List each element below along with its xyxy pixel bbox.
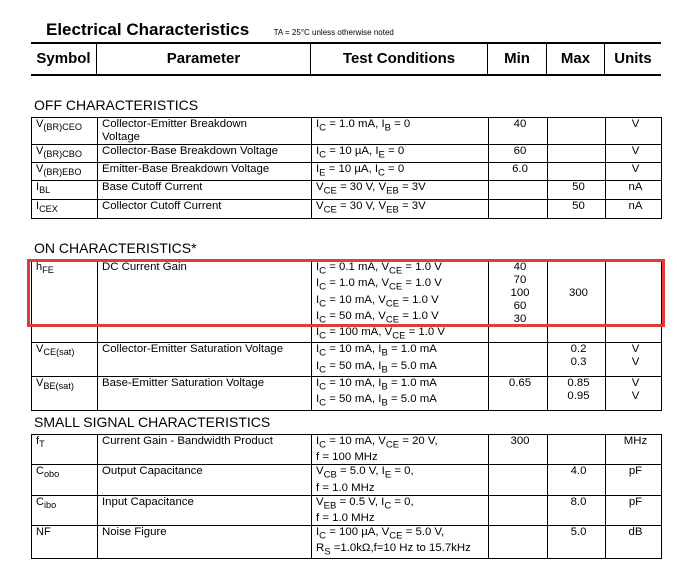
off-characteristics-table	[31, 117, 662, 219]
min-cell: 60	[489, 145, 548, 163]
symbol-cell: $V_{BE(sat)}$	[32, 376, 98, 410]
section-title-small-signal: SMALL SIGNAL CHARACTERISTICS	[34, 414, 271, 430]
units-cell: V	[606, 163, 662, 181]
conditions-cell: $I_C = 10$ µA, $I_E = 0$	[312, 145, 489, 163]
parameter-cell: Noise Figure	[98, 525, 312, 559]
symbol-cell: $V_{(BR)CBO}$	[32, 145, 98, 163]
table-row	[32, 163, 662, 181]
parameter-cell: Output Capacitance	[98, 465, 312, 495]
temperature-note: TA = 25°C unless otherwise noted	[273, 28, 394, 37]
max-cell	[548, 435, 606, 465]
min-cell	[489, 343, 548, 377]
symbol-cell: $V_{CE(sat)}$	[32, 343, 98, 377]
symbol-cell: NF	[32, 525, 98, 559]
min-cell	[489, 495, 548, 525]
min-cell: 300	[489, 435, 548, 465]
max-cell: 4.0	[548, 465, 606, 495]
table-row	[32, 525, 662, 559]
max-cell	[548, 118, 606, 145]
symbol-cell: $V_{(BR)CEO}$	[32, 118, 98, 145]
table-row	[32, 181, 662, 200]
section-title-on: ON CHARACTERISTICS*	[34, 240, 197, 256]
table-row	[32, 118, 662, 145]
min-cell: 40 70 100 60 30	[489, 261, 548, 343]
parameter-cell: Input Capacitance	[98, 495, 312, 525]
header-max: Max	[560, 50, 591, 67]
table-row	[32, 465, 662, 495]
conditions-cell: $I_C = 0.1$ mA, $V_{CE} = 1.0$ V $I_C = 1.0$ mA, $V_{CE} = 1.0$ V $I_C = 10$ mA, $V_{CE} = 1.0$ V $I_C = 50$ mA, $V_{CE} = 1.0$ V $I_C = 100$ mA, $V_{CE} = 1.0$ V	[312, 261, 489, 343]
table-row	[32, 343, 662, 377]
max-cell: 5.0	[548, 525, 606, 559]
parameter-cell: Base Cutoff Current	[98, 181, 312, 200]
symbol-cell: $C_{obo}$	[32, 465, 98, 495]
parameter-cell: DC Current Gain	[98, 261, 312, 343]
max-cell: 50	[548, 181, 606, 200]
header-bottom-rule	[31, 74, 661, 76]
parameter-cell: Collector-Emitter Saturation Voltage	[98, 343, 312, 377]
max-cell	[548, 163, 606, 181]
units-cell: nA	[606, 200, 662, 219]
min-cell: 6.0	[489, 163, 548, 181]
table-row	[32, 495, 662, 525]
min-cell	[489, 525, 548, 559]
header-min: Min	[504, 50, 530, 67]
units-cell	[606, 261, 662, 343]
conditions-cell: $I_C = 1.0$ mA, $I_B = 0$	[312, 118, 489, 145]
symbol-cell: $V_{(BR)EBO}$	[32, 163, 98, 181]
header-symbol: Symbol	[36, 50, 91, 67]
units-cell: pF	[606, 495, 662, 525]
header-test-conditions: Test Conditions	[342, 50, 456, 67]
conditions-cell: $I_C = 10$ mA, $V_{CE} = 20$ V, f = 100 MHz	[312, 435, 489, 465]
units-cell: nA	[606, 181, 662, 200]
parameter-cell: Collector Cutoff Current	[98, 200, 312, 219]
conditions-cell: $I_C = 10$ mA, $I_B = 1.0$ mA $I_C = 50$ mA, $I_B = 5.0$ mA	[312, 376, 489, 410]
min-cell	[489, 465, 548, 495]
units-cell: V	[606, 118, 662, 145]
title-row	[46, 20, 394, 42]
min-cell	[489, 200, 548, 219]
page-title: Electrical Characteristics	[46, 20, 250, 39]
conditions-cell: $I_C = 10$ mA, $I_B = 1.0$ mA $I_C = 50$ mA, $I_B = 5.0$ mA	[312, 343, 489, 377]
parameter-cell: Collector-Emitter Breakdown Voltage	[98, 118, 312, 145]
units-cell: V V	[606, 376, 662, 410]
max-cell: 50	[548, 200, 606, 219]
symbol-cell: $f_T$	[32, 435, 98, 465]
units-cell: V V	[606, 343, 662, 377]
table-row	[32, 145, 662, 163]
table-row	[32, 435, 662, 465]
conditions-cell: $V_{EB} = 0.5$ V, $I_C = 0$, f = 1.0 MHz	[312, 495, 489, 525]
section-title-off: OFF CHARACTERISTICS	[34, 97, 199, 113]
max-cell: 0.85 0.95	[548, 376, 606, 410]
small-signal-characteristics-table	[31, 434, 662, 559]
header-units: Units	[614, 50, 652, 67]
parameter-cell: Emitter-Base Breakdown Voltage	[98, 163, 312, 181]
max-cell: 8.0	[548, 495, 606, 525]
min-cell: 0.65	[489, 376, 548, 410]
symbol-cell: $C_{ibo}$	[32, 495, 98, 525]
conditions-cell: $I_E = 10$ µA, $I_C = 0$	[312, 163, 489, 181]
table-row	[32, 200, 662, 219]
symbol-cell: $I_{BL}$	[32, 181, 98, 200]
max-cell	[548, 145, 606, 163]
max-cell: 300	[548, 261, 606, 343]
on-characteristics-table	[31, 260, 662, 411]
parameter-cell: Current Gain - Bandwidth Product	[98, 435, 312, 465]
units-cell: V	[606, 145, 662, 163]
table-row	[32, 261, 662, 343]
conditions-cell: $V_{CB} = 5.0$ V, $I_E = 0$, f = 1.0 MHz	[312, 465, 489, 495]
header-parameter: Parameter	[166, 50, 241, 67]
symbol-cell: $I_{CEX}$	[32, 200, 98, 219]
table-row	[32, 376, 662, 410]
parameter-cell: Collector-Base Breakdown Voltage	[98, 145, 312, 163]
units-cell: MHz	[606, 435, 662, 465]
symbol-cell: $h_{FE}$	[32, 261, 98, 343]
max-cell: 0.2 0.3	[548, 343, 606, 377]
conditions-cell: $I_C = 100$ µA, $V_{CE} = 5.0$ V, $R_S =1.0k\Omega,f=10$ Hz to 15.7kHz	[312, 525, 489, 559]
parameter-cell: Base-Emitter Saturation Voltage	[98, 376, 312, 410]
units-cell: pF	[606, 465, 662, 495]
conditions-cell: $V_{CE} = 30$ V, $V_{EB} = 3V$	[312, 200, 489, 219]
units-cell: dB	[606, 525, 662, 559]
min-cell: 40	[489, 118, 548, 145]
min-cell	[489, 181, 548, 200]
conditions-cell: $V_{CE} = 30$ V, $V_{EB} = 3V$	[312, 181, 489, 200]
